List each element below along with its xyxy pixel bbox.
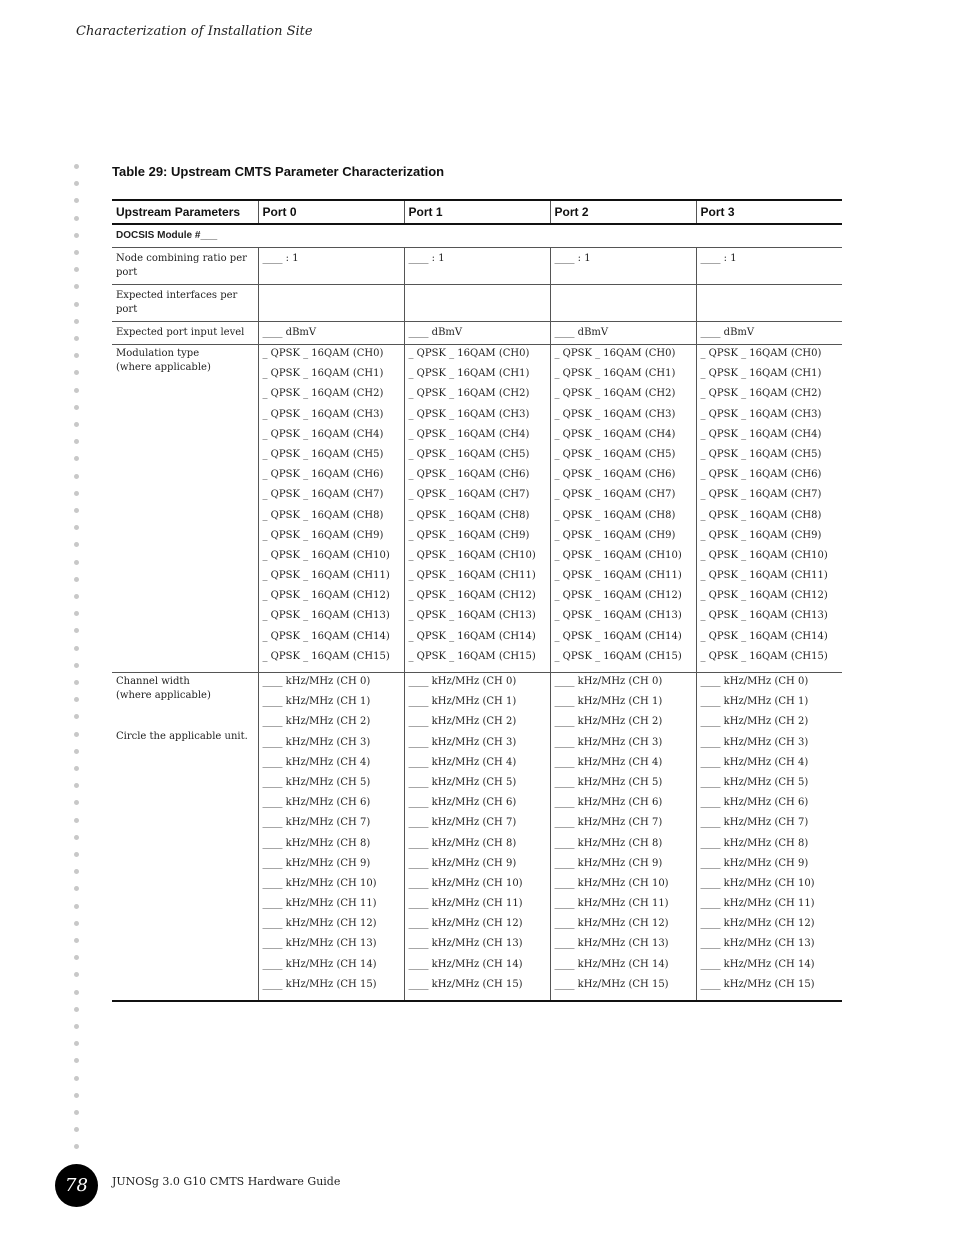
margin-dot xyxy=(74,216,79,221)
margin-dot xyxy=(74,972,79,977)
option-line: ____ kHz/MHz (CH 7) xyxy=(554,817,663,829)
option-line: ____ kHz/MHz (CH 13) xyxy=(408,938,523,950)
margin-dot xyxy=(74,560,79,565)
margin-dot xyxy=(74,336,79,341)
option-line: ____ kHz/MHz (CH 13) xyxy=(700,938,815,950)
option-line: _ QPSK _ 16QAM (CH15) xyxy=(408,650,536,662)
channel-width-options xyxy=(404,673,550,1002)
option-line: ____ kHz/MHz (CH 5) xyxy=(408,776,517,788)
margin-dot xyxy=(74,319,79,324)
column-header: Upstream Parameters xyxy=(112,201,258,224)
option-line: ____ kHz/MHz (CH 4) xyxy=(700,756,809,768)
margin-dot xyxy=(74,714,79,719)
option-line: _ QPSK _ 16QAM (CH5) xyxy=(262,448,384,460)
option-line: ____ kHz/MHz (CH 14) xyxy=(408,958,523,970)
margin-dot xyxy=(74,904,79,909)
footer-title: JUNOSg 3.0 G10 CMTS Hardware Guide xyxy=(112,1175,341,1188)
channel-width-options xyxy=(258,673,404,1002)
option-line: _ QPSK _ 16QAM (CH14) xyxy=(408,630,536,642)
option-line: ____ kHz/MHz (CH 0) xyxy=(408,676,517,687)
margin-dot xyxy=(74,766,79,771)
margin-dot xyxy=(74,990,79,995)
option-line: ____ kHz/MHz (CH 7) xyxy=(700,817,809,829)
margin-dot xyxy=(74,886,79,891)
option-line: _ QPSK _ 16QAM (CH1) xyxy=(554,368,676,380)
option-line: _ QPSK _ 16QAM (CH0) xyxy=(554,348,676,359)
modulation-options xyxy=(404,345,550,673)
margin-dot xyxy=(74,611,79,616)
table-cell xyxy=(404,285,550,322)
option-line: _ QPSK _ 16QAM (CH2) xyxy=(408,388,530,400)
row-label-note: (where applicable) xyxy=(116,362,211,373)
option-line: _ QPSK _ 16QAM (CH4) xyxy=(700,428,822,440)
margin-dot xyxy=(74,1058,79,1063)
margin-dot xyxy=(74,1093,79,1098)
margin-dot xyxy=(74,474,79,479)
margin-dot xyxy=(74,594,79,599)
margin-dot xyxy=(74,1076,79,1081)
margin-dot xyxy=(74,852,79,857)
option-line: _ QPSK _ 16QAM (CH13) xyxy=(408,610,536,622)
table-cell: ____ : 1 xyxy=(258,248,404,285)
option-line: _ QPSK _ 16QAM (CH14) xyxy=(554,630,682,642)
margin-dot xyxy=(74,1041,79,1046)
modulation-options xyxy=(696,345,842,673)
option-line: ____ kHz/MHz (CH 8) xyxy=(408,837,517,849)
margin-dot xyxy=(74,577,79,582)
option-line: _ QPSK _ 16QAM (CH11) xyxy=(408,570,536,582)
table-row xyxy=(112,248,842,285)
margin-dot xyxy=(74,1110,79,1115)
option-line: ____ kHz/MHz (CH 1) xyxy=(700,696,809,708)
option-line: _ QPSK _ 16QAM (CH9) xyxy=(408,529,530,541)
option-line: ____ kHz/MHz (CH 4) xyxy=(408,756,517,768)
row-label-note: (where applicable) xyxy=(116,690,211,701)
module-row xyxy=(112,224,842,248)
margin-dot xyxy=(74,422,79,427)
row-label: Channel width xyxy=(116,676,190,687)
margin-dot xyxy=(74,732,79,737)
option-line: ____ kHz/MHz (CH 12) xyxy=(262,918,377,930)
margin-dot xyxy=(74,250,79,255)
option-line: ____ kHz/MHz (CH 1) xyxy=(262,696,371,708)
option-line: _ QPSK _ 16QAM (CH3) xyxy=(408,408,530,420)
margin-dot xyxy=(74,800,79,805)
option-line: _ QPSK _ 16QAM (CH15) xyxy=(700,650,828,662)
margin-dot xyxy=(74,456,79,461)
margin-dot xyxy=(74,198,79,203)
column-header: Port 1 xyxy=(404,201,550,224)
option-line: ____ kHz/MHz (CH 3) xyxy=(554,736,663,748)
option-line: _ QPSK _ 16QAM (CH3) xyxy=(700,408,822,420)
option-line: _ QPSK _ 16QAM (CH0) xyxy=(700,348,822,359)
option-line: _ QPSK _ 16QAM (CH12) xyxy=(408,590,536,602)
option-line: ____ kHz/MHz (CH 7) xyxy=(262,817,371,829)
margin-dot xyxy=(74,869,79,874)
margin-dot xyxy=(74,439,79,444)
option-line: _ QPSK _ 16QAM (CH13) xyxy=(554,610,682,622)
option-line: _ QPSK _ 16QAM (CH12) xyxy=(554,590,682,602)
option-line: _ QPSK _ 16QAM (CH10) xyxy=(262,549,390,561)
option-line: ____ kHz/MHz (CH 8) xyxy=(700,837,809,849)
table-caption: Table 29: Upstream CMTS Parameter Characterization xyxy=(112,164,445,179)
table-cell xyxy=(696,285,842,322)
option-line: _ QPSK _ 16QAM (CH5) xyxy=(408,448,530,460)
option-line: _ QPSK _ 16QAM (CH8) xyxy=(262,509,384,521)
option-line: _ QPSK _ 16QAM (CH8) xyxy=(554,509,676,521)
option-line: ____ kHz/MHz (CH 15) xyxy=(262,978,377,990)
channel-width-row xyxy=(112,673,842,1002)
option-line: ____ kHz/MHz (CH 6) xyxy=(262,797,371,809)
margin-dot xyxy=(74,749,79,754)
option-line: _ QPSK _ 16QAM (CH2) xyxy=(262,388,384,400)
margin-dot xyxy=(74,302,79,307)
option-line: ____ kHz/MHz (CH 6) xyxy=(700,797,809,809)
row-label: Expected port input level xyxy=(112,322,258,345)
option-line: _ QPSK _ 16QAM (CH10) xyxy=(408,549,536,561)
margin-dot xyxy=(74,491,79,496)
option-line: _ QPSK _ 16QAM (CH11) xyxy=(262,570,390,582)
option-line: ____ kHz/MHz (CH 9) xyxy=(700,857,809,869)
margin-dot xyxy=(74,267,79,272)
option-line: _ QPSK _ 16QAM (CH0) xyxy=(262,348,384,359)
option-line: ____ kHz/MHz (CH 5) xyxy=(554,776,663,788)
margin-dot xyxy=(74,388,79,393)
option-line: _ QPSK _ 16QAM (CH5) xyxy=(700,448,822,460)
option-line: _ QPSK _ 16QAM (CH10) xyxy=(554,549,682,561)
option-line: _ QPSK _ 16QAM (CH10) xyxy=(700,549,828,561)
margin-dot xyxy=(74,525,79,530)
margin-dot xyxy=(74,508,79,513)
margin-dot xyxy=(74,284,79,289)
option-line: _ QPSK _ 16QAM (CH1) xyxy=(408,368,530,380)
table-row xyxy=(112,285,842,322)
margin-dot xyxy=(74,628,79,633)
option-line: ____ kHz/MHz (CH 11) xyxy=(554,898,669,910)
option-line: ____ kHz/MHz (CH 1) xyxy=(554,696,663,708)
option-line: _ QPSK _ 16QAM (CH3) xyxy=(262,408,384,420)
row-label: Modulation type xyxy=(116,348,200,359)
channel-width-options xyxy=(550,673,696,1002)
option-line: _ QPSK _ 16QAM (CH1) xyxy=(700,368,822,380)
option-line: _ QPSK _ 16QAM (CH2) xyxy=(700,388,822,400)
row-label-cell xyxy=(112,673,258,1002)
option-line: _ QPSK _ 16QAM (CH6) xyxy=(262,469,384,481)
page-number: 78 xyxy=(65,1175,88,1196)
option-line: _ QPSK _ 16QAM (CH14) xyxy=(262,630,390,642)
option-line: ____ kHz/MHz (CH 8) xyxy=(554,837,663,849)
module-label: DOCSIS Module #___ xyxy=(112,224,842,248)
option-line: ____ kHz/MHz (CH 4) xyxy=(262,756,371,768)
option-line: _ QPSK _ 16QAM (CH11) xyxy=(700,570,828,582)
option-line: ____ kHz/MHz (CH 9) xyxy=(554,857,663,869)
option-line: ____ kHz/MHz (CH 6) xyxy=(554,797,663,809)
option-line: _ QPSK _ 16QAM (CH7) xyxy=(262,489,384,501)
option-line: _ QPSK _ 16QAM (CH6) xyxy=(408,469,530,481)
table-cell: ____ dBmV xyxy=(258,322,404,345)
option-line: ____ kHz/MHz (CH 13) xyxy=(262,938,377,950)
option-line: _ QPSK _ 16QAM (CH2) xyxy=(554,388,676,400)
option-line: ____ kHz/MHz (CH 5) xyxy=(262,776,371,788)
channel-width-options xyxy=(696,673,842,1002)
table-header-row xyxy=(112,201,842,224)
option-line: _ QPSK _ 16QAM (CH14) xyxy=(700,630,828,642)
option-line: ____ kHz/MHz (CH 2) xyxy=(700,716,809,728)
option-line: ____ kHz/MHz (CH 11) xyxy=(700,898,815,910)
margin-dot xyxy=(74,405,79,410)
table-row xyxy=(112,322,842,345)
option-line: _ QPSK _ 16QAM (CH1) xyxy=(262,368,384,380)
option-line: ____ kHz/MHz (CH 14) xyxy=(262,958,377,970)
option-line: ____ kHz/MHz (CH 11) xyxy=(262,898,377,910)
option-line: _ QPSK _ 16QAM (CH15) xyxy=(554,650,682,662)
option-line: _ QPSK _ 16QAM (CH7) xyxy=(554,489,676,501)
margin-dot xyxy=(74,181,79,186)
margin-dot xyxy=(74,646,79,651)
option-line: _ QPSK _ 16QAM (CH6) xyxy=(700,469,822,481)
option-line: ____ kHz/MHz (CH 9) xyxy=(408,857,517,869)
margin-dot xyxy=(74,542,79,547)
option-line: ____ kHz/MHz (CH 3) xyxy=(262,736,371,748)
table-cell: ____ : 1 xyxy=(696,248,842,285)
option-line: ____ kHz/MHz (CH 10) xyxy=(700,877,815,889)
option-line: ____ kHz/MHz (CH 6) xyxy=(408,797,517,809)
row-label: Node combining ratio per port xyxy=(112,248,258,285)
option-line: _ QPSK _ 16QAM (CH4) xyxy=(408,428,530,440)
table-cell: ____ : 1 xyxy=(404,248,550,285)
option-line: ____ kHz/MHz (CH 0) xyxy=(554,676,663,687)
margin-dot xyxy=(74,921,79,926)
column-header: Port 3 xyxy=(696,201,842,224)
option-line: ____ kHz/MHz (CH 0) xyxy=(262,676,371,687)
margin-dot xyxy=(74,835,79,840)
option-line: _ QPSK _ 16QAM (CH5) xyxy=(554,448,676,460)
option-line: _ QPSK _ 16QAM (CH13) xyxy=(700,610,828,622)
margin-dot xyxy=(74,663,79,668)
option-line: ____ kHz/MHz (CH 1) xyxy=(408,696,517,708)
margin-dot xyxy=(74,233,79,238)
option-line: ____ kHz/MHz (CH 0) xyxy=(700,676,809,687)
option-line: _ QPSK _ 16QAM (CH15) xyxy=(262,650,390,662)
option-line: _ QPSK _ 16QAM (CH0) xyxy=(408,348,530,359)
page-number-badge xyxy=(55,1164,98,1207)
column-header: Port 0 xyxy=(258,201,404,224)
option-line: _ QPSK _ 16QAM (CH8) xyxy=(408,509,530,521)
table-cell: ____ dBmV xyxy=(550,322,696,345)
table-cell: ____ dBmV xyxy=(696,322,842,345)
option-line: ____ kHz/MHz (CH 12) xyxy=(700,918,815,930)
option-line: ____ kHz/MHz (CH 2) xyxy=(408,716,517,728)
option-line: _ QPSK _ 16QAM (CH12) xyxy=(262,590,390,602)
margin-dot xyxy=(74,697,79,702)
margin-dot xyxy=(74,1007,79,1012)
option-line: ____ kHz/MHz (CH 12) xyxy=(408,918,523,930)
modulation-row xyxy=(112,345,842,673)
table-cell: ____ : 1 xyxy=(550,248,696,285)
row-label: Expected interfaces per port xyxy=(112,285,258,322)
option-line: ____ kHz/MHz (CH 10) xyxy=(262,877,377,889)
option-line: ____ kHz/MHz (CH 15) xyxy=(408,978,523,990)
option-line: ____ kHz/MHz (CH 2) xyxy=(262,716,371,728)
margin-dot xyxy=(74,164,79,169)
running-header: Characterization of Installation Site xyxy=(76,24,313,39)
table-cell xyxy=(258,285,404,322)
option-line: ____ kHz/MHz (CH 3) xyxy=(408,736,517,748)
option-line: ____ kHz/MHz (CH 10) xyxy=(554,877,669,889)
margin-dot xyxy=(74,818,79,823)
instruction-note: Circle the applicable unit. xyxy=(116,731,248,742)
margin-dot xyxy=(74,353,79,358)
margin-dot xyxy=(74,370,79,375)
option-line: ____ kHz/MHz (CH 9) xyxy=(262,857,371,869)
parameter-table xyxy=(112,199,842,1002)
margin-dot xyxy=(74,783,79,788)
option-line: ____ kHz/MHz (CH 7) xyxy=(408,817,517,829)
margin-dot xyxy=(74,955,79,960)
option-line: ____ kHz/MHz (CH 11) xyxy=(408,898,523,910)
option-line: _ QPSK _ 16QAM (CH7) xyxy=(700,489,822,501)
margin-dot xyxy=(74,680,79,685)
option-line: ____ kHz/MHz (CH 13) xyxy=(554,938,669,950)
option-line: _ QPSK _ 16QAM (CH3) xyxy=(554,408,676,420)
margin-dot xyxy=(74,1024,79,1029)
margin-dot xyxy=(74,938,79,943)
option-line: ____ kHz/MHz (CH 3) xyxy=(700,736,809,748)
option-line: _ QPSK _ 16QAM (CH11) xyxy=(554,570,682,582)
table-cell: ____ dBmV xyxy=(404,322,550,345)
option-line: ____ kHz/MHz (CH 14) xyxy=(700,958,815,970)
option-line: _ QPSK _ 16QAM (CH13) xyxy=(262,610,390,622)
option-line: ____ kHz/MHz (CH 15) xyxy=(700,978,815,990)
option-line: _ QPSK _ 16QAM (CH6) xyxy=(554,469,676,481)
option-line: ____ kHz/MHz (CH 14) xyxy=(554,958,669,970)
option-line: ____ kHz/MHz (CH 5) xyxy=(700,776,809,788)
option-line: ____ kHz/MHz (CH 10) xyxy=(408,877,523,889)
option-line: _ QPSK _ 16QAM (CH4) xyxy=(554,428,676,440)
option-line: _ QPSK _ 16QAM (CH9) xyxy=(700,529,822,541)
margin-dot xyxy=(74,1127,79,1132)
option-line: _ QPSK _ 16QAM (CH4) xyxy=(262,428,384,440)
option-line: ____ kHz/MHz (CH 8) xyxy=(262,837,371,849)
option-line: ____ kHz/MHz (CH 2) xyxy=(554,716,663,728)
modulation-options xyxy=(550,345,696,673)
row-label-cell xyxy=(112,345,258,673)
option-line: ____ kHz/MHz (CH 4) xyxy=(554,756,663,768)
margin-dot xyxy=(74,1144,79,1149)
column-header: Port 2 xyxy=(550,201,696,224)
option-line: _ QPSK _ 16QAM (CH12) xyxy=(700,590,828,602)
table-cell xyxy=(550,285,696,322)
option-line: _ QPSK _ 16QAM (CH8) xyxy=(700,509,822,521)
option-line: ____ kHz/MHz (CH 12) xyxy=(554,918,669,930)
option-line: _ QPSK _ 16QAM (CH7) xyxy=(408,489,530,501)
option-line: _ QPSK _ 16QAM (CH9) xyxy=(262,529,384,541)
modulation-options xyxy=(258,345,404,673)
option-line: _ QPSK _ 16QAM (CH9) xyxy=(554,529,676,541)
option-line: ____ kHz/MHz (CH 15) xyxy=(554,978,669,990)
